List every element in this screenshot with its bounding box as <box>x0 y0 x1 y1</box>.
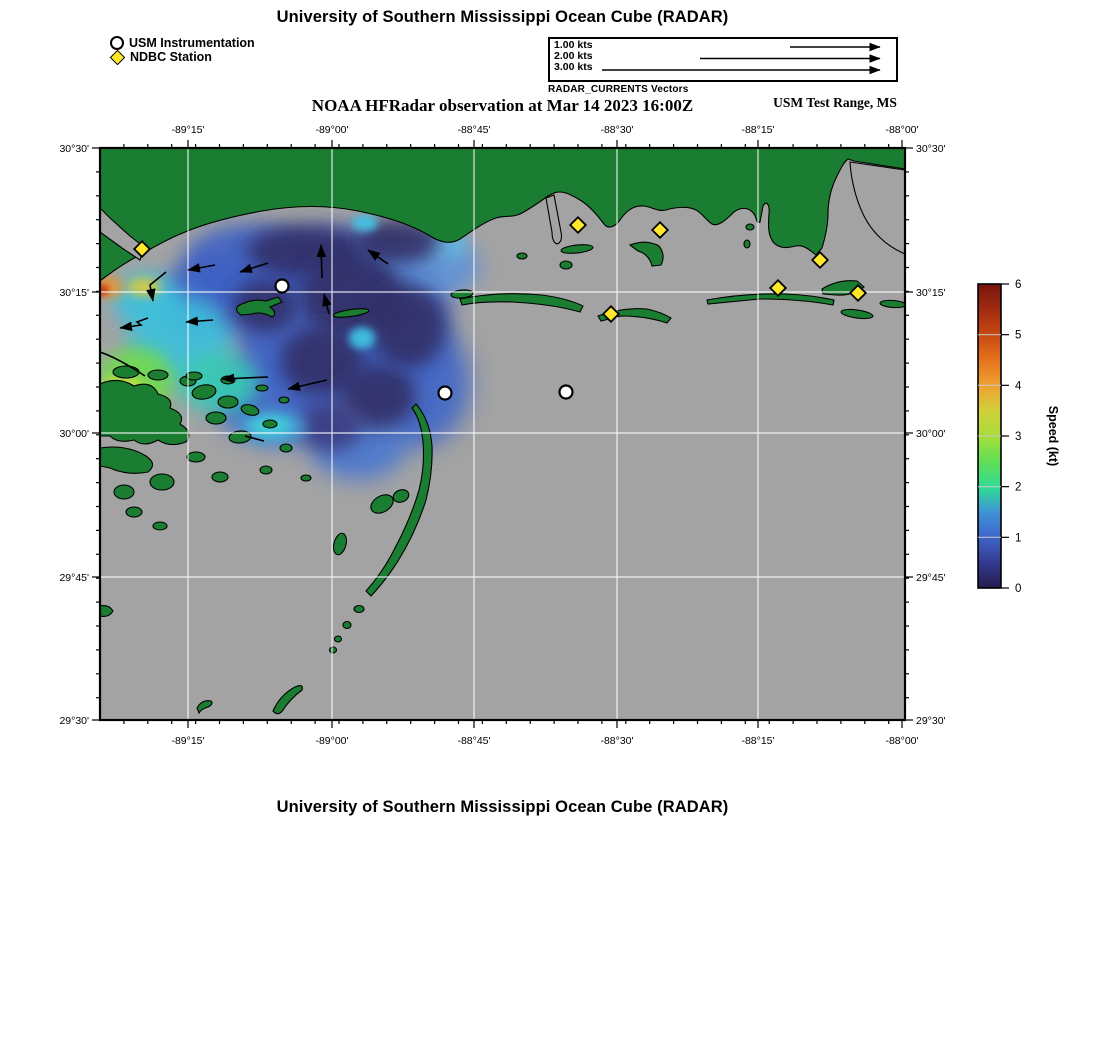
island <box>280 444 292 452</box>
island <box>260 466 272 474</box>
colorbar <box>978 279 1060 595</box>
colorbar-tick-label: 5 <box>1015 329 1022 342</box>
island <box>301 475 311 481</box>
island <box>517 253 527 259</box>
lat-tick-label: 30°15' <box>916 287 946 299</box>
legend-item-ndbc <box>110 50 255 64</box>
lon-tick-label: -88°30' <box>600 124 634 136</box>
lon-tick-label: -89°15' <box>171 124 205 136</box>
lat-tick-label: 30°00' <box>916 428 946 440</box>
map-clipped-layers <box>94 148 906 720</box>
speed-blob <box>298 401 362 451</box>
island <box>114 485 134 499</box>
usm-station-marker <box>560 386 573 399</box>
lat-tick-label: 29°30' <box>916 715 946 727</box>
island <box>263 420 277 428</box>
colorbar-tick-label: 6 <box>1015 279 1022 291</box>
lat-tick-label: 29°30' <box>59 715 89 727</box>
lon-tick-label: -88°00' <box>885 735 919 747</box>
speed-blob <box>349 327 375 349</box>
lat-tick-label: 30°00' <box>59 428 89 440</box>
island <box>212 472 228 482</box>
island <box>153 522 167 530</box>
usm-station-marker <box>439 387 452 400</box>
vector-scale-label-3: 3.00 kts <box>554 61 593 73</box>
map-plot <box>0 120 1100 770</box>
vector-scale-box <box>548 37 898 82</box>
island <box>221 376 235 384</box>
lon-tick-label: -89°00' <box>315 124 349 136</box>
usm-station-marker <box>276 280 289 293</box>
island <box>335 636 342 642</box>
island <box>560 261 572 269</box>
lon-tick-label: -89°15' <box>171 735 205 747</box>
lat-tick-label: 29°45' <box>916 572 946 584</box>
island <box>343 622 351 629</box>
lon-tick-label: -89°00' <box>315 735 349 747</box>
island <box>218 396 238 408</box>
legend-item-usm <box>110 36 255 50</box>
island <box>206 412 226 424</box>
page-title: University of Southern Mississippi Ocean Cube (RADAR) <box>276 8 729 26</box>
current-arrow <box>321 245 322 278</box>
island <box>148 370 168 380</box>
lat-tick-label: 30°15' <box>59 287 89 299</box>
island <box>746 224 754 230</box>
colorbar-tick-label: 3 <box>1015 431 1022 443</box>
vector-scale-label-1: 1.00 kts <box>554 39 593 51</box>
colorbar-axis-label: Speed (kt) <box>1046 405 1060 467</box>
speed-blob <box>370 284 446 368</box>
lat-tick-label: 30°30' <box>916 143 946 155</box>
footer-title: University of Southern Mississippi Ocean Cube (RADAR) <box>276 798 729 816</box>
speed-blob <box>94 276 124 298</box>
speed-blob <box>352 215 378 231</box>
colorbar-tick-label: 4 <box>1015 380 1022 393</box>
island <box>256 385 268 391</box>
lat-tick-label: 30°30' <box>59 143 89 155</box>
island <box>150 474 174 490</box>
colorbar-tick-label: 2 <box>1015 481 1022 494</box>
island <box>187 452 205 462</box>
island <box>113 366 139 378</box>
legend-label-usm: USM Instrumentation <box>129 36 255 50</box>
lon-tick-label: -88°15' <box>741 735 775 747</box>
lon-tick-label: -88°45' <box>457 735 491 747</box>
lon-tick-label: -88°45' <box>457 124 491 136</box>
island <box>330 647 337 653</box>
usm-circle-icon <box>110 36 124 50</box>
lat-tick-label: 29°45' <box>59 572 89 584</box>
legend-label-ndbc: NDBC Station <box>130 50 212 64</box>
vector-scale-label-2: 2.00 kts <box>554 50 593 62</box>
lon-tick-label: -88°30' <box>600 735 634 747</box>
island <box>279 397 289 403</box>
map-area <box>94 148 906 720</box>
vector-scale-arrows <box>550 39 896 80</box>
test-range-label: USM Test Range, MS <box>773 95 897 110</box>
marker-legend <box>110 36 255 64</box>
lon-tick-label: -88°00' <box>885 124 919 136</box>
island <box>744 240 750 248</box>
colorbar-tick-label: 1 <box>1015 532 1022 545</box>
colorbar-tick-label: 0 <box>1015 583 1022 595</box>
lon-tick-label: -88°15' <box>741 124 775 136</box>
vectors-caption: RADAR_CURRENTS Vectors <box>548 84 689 95</box>
speed-blob <box>95 284 109 296</box>
observation-subtitle: NOAA HFRadar observation at Mar 14 2023 16:00Z <box>311 96 694 115</box>
island <box>126 507 142 517</box>
ndbc-diamond-icon <box>110 49 126 65</box>
island <box>354 606 364 613</box>
